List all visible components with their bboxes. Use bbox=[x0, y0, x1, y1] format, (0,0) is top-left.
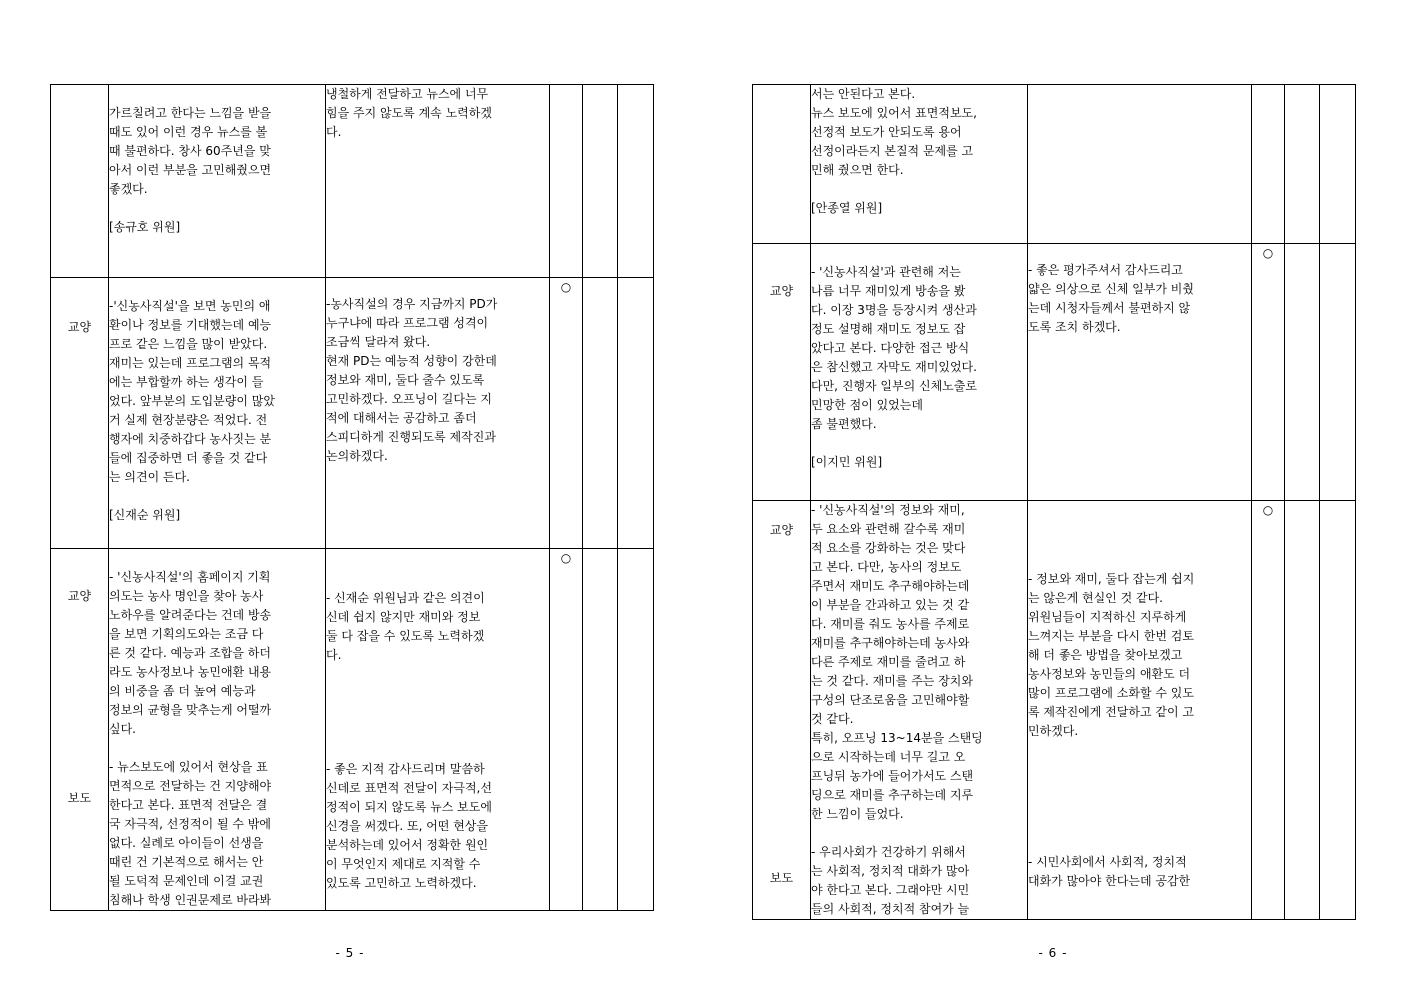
mark-cell-3 bbox=[618, 278, 654, 549]
category-label: 교양 bbox=[67, 589, 92, 603]
table-row bbox=[51, 549, 654, 911]
opinion-cell bbox=[109, 549, 326, 911]
page-6 bbox=[701, 0, 1402, 992]
reply-cell bbox=[326, 549, 550, 911]
member-name: [이지민 위원] bbox=[811, 455, 883, 469]
member-name: [송규호 위원] bbox=[109, 220, 181, 234]
category-label-2: 보도 bbox=[67, 791, 92, 805]
mark-cell-3 bbox=[1320, 244, 1356, 501]
table-row bbox=[51, 85, 654, 278]
opinion-text: -'신농사직설'을 보면 농민의 애 환이나 정보를 기대했는데 예능 프로 같은 느낌을 많이 받았다. 재미는 있는데 프로그램의 목적 에는 부합할까 하는 생각이 들 었다. 앞부분의 도입분량이 많았 거 실제 현장분량은 적었다. 전 행자에 치중하갑다 농사짓는 분 들에 집중하면 더 좋을 것 같다 는 의견이 든다. bbox=[109, 299, 275, 484]
opinion-cell bbox=[811, 85, 1028, 244]
category-label: 교양 bbox=[67, 320, 92, 334]
mark-cell-2 bbox=[583, 278, 618, 549]
member-name: [신재순 위원] bbox=[109, 508, 181, 522]
category-cell bbox=[51, 85, 109, 278]
mark-cell-1: ○ bbox=[550, 549, 583, 911]
opinion-text: - '신농사직설'의 정보와 재미, 두 요소와 관련해 갈수록 재미 적 요소를 강화하는 것은 맞다 고 본다. 다만, 농사의 정보도 주면서 재미도 추구해야하는데 이 부분을 간과하고 있는 것 같 다. 재미를 줘도 농사를 주제로 재미를 추구해야하는데 농사와 다른 주제로 재미를 줄려고 하 는 것 같다. 재미를 주는 장치와 구성의 단조로움을 고민해야할 것 같다. 특히, 오프닝 13~14분을 스탠딩 으로 시작하는데 너무 길고 오 프닝뒤 농가에 들어가서도 스탠 딩으로 재미를 추구하는데 지루 한 느낌이 들었다. bbox=[811, 503, 983, 821]
mark-cell-2 bbox=[1285, 85, 1320, 244]
opinion-text: 가르칠려고 한다는 느낌을 받을 때도 있어 이런 경우 뉴스를 볼 때 불편하다. 창사 60주년을 맞 아서 이런 부분을 고민해줬으면 좋겠다. bbox=[109, 106, 272, 196]
reply-cell bbox=[1028, 501, 1252, 920]
page-number: - 6 - bbox=[1038, 946, 1068, 960]
reply-text-2: - 시민사회에서 사회적, 정치적 대화가 많아야 한다는데 공감한 bbox=[1028, 855, 1191, 888]
opinion-text: 서는 안된다고 본다. 뉴스 보도에 있어서 표면적보도, 선정적 보도가 안되도록 용어 선정이라든지 본질적 문제를 고 민해 줬으면 한다. bbox=[811, 87, 977, 177]
reply-text: - 정보와 재미, 둘다 잡는게 쉽지 는 않은게 현실인 것 같다. 위원님들이 지적하신 지루하게 느껴지는 부분을 다시 한번 검토 해 더 좋은 방법을 찾아보겠고 농사정보와 농민들의 애환도 더 많이 프로그램에 소화할 수 있도 록 제작진에게 전달하고 같이 고 민하겠다. bbox=[1028, 572, 1195, 738]
category-cell bbox=[753, 85, 811, 244]
reply-text: 냉철하게 전달하고 뉴스에 너무 힘을 주지 않도록 계속 노력하겠 다. bbox=[326, 87, 492, 139]
opinion-text: - '신농사직설'과 관련해 저는 나름 너무 재미있게 방송을 봤 다. 이장 3명을 등장시켜 생산과 정도 설명해 재미도 정보도 잡 았다고 본다. 다양한 접근 방식 은 참신했고 자막도 재미있었다. 다만, 진행자 일부의 신체노출로 민망한 점이 있었는데 좀 불편했다. bbox=[811, 265, 977, 431]
mark-cell-3 bbox=[618, 85, 654, 278]
opinion-cell bbox=[811, 501, 1028, 920]
category-label: 교양 bbox=[769, 284, 794, 298]
mark-cell-1 bbox=[1252, 85, 1285, 244]
category-cell bbox=[51, 278, 109, 549]
mark-cell-3 bbox=[1320, 501, 1356, 920]
mark-cell-3 bbox=[1320, 85, 1356, 244]
mark-cell-3 bbox=[618, 549, 654, 911]
reply-text-2: - 좋은 지적 감사드리며 말씀하 신데로 표면적 전달이 자극적,선 정적이 되지 않도록 뉴스 보도에 신경을 써겠다. 또, 어떤 현상을 분석하는데 있어서 정확한 원인 이 무엇인지 제대로 지적할 수 있도록 고민하고 노력하겠다. bbox=[326, 762, 492, 890]
reply-text: -농사직설의 경우 지금까지 PD가 누구냐에 따라 프로그램 성격이 조금씩 달라져 왔다. 현재 PD는 예능적 성향이 강한데 정보와 재미, 둘다 줄수 있도록 고민하겠다. 오프닝이 길다는 지 적에 대해서는 공감하고 좀더 스피디하게 진행되도록 제작진과 논의하겠다. bbox=[326, 297, 498, 463]
mark-cell-1 bbox=[550, 85, 583, 278]
mark-cell-1: ○ bbox=[550, 278, 583, 549]
table-row bbox=[753, 244, 1356, 501]
reply-cell bbox=[326, 278, 550, 549]
opinion-cell bbox=[109, 85, 326, 278]
opinion-text-2: - 우리사회가 건강하기 위해서 는 사회적, 정치적 대화가 많아 야 한다고 본다. 그래야만 시민 들의 사회적, 정치적 참여가 늘 bbox=[811, 845, 970, 916]
minutes-table-right bbox=[752, 84, 1356, 920]
opinion-text: - '신농사직설'의 홈페이지 기획 의도는 농사 명인을 찾아 농사 노하우를 알려준다는 건데 방송 을 보면 기획의도와는 조금 다 른 것 같다. 예능과 조합을 하더 라도 농사정보나 농민애환 내용 의 비중을 좀 더 높여 예능과 정보의 균형을 맞추는게 어떨까 싶다. bbox=[109, 570, 272, 736]
table-row bbox=[753, 501, 1356, 920]
page-5 bbox=[0, 0, 701, 992]
category-cell bbox=[753, 244, 811, 501]
mark-cell-1: ○ bbox=[1252, 501, 1285, 920]
page-number: - 5 - bbox=[335, 946, 365, 960]
opinion-text-2: - 뉴스보도에 있어서 현상을 표 면적으로 전달하는 건 지양해야 한다고 본다. 표면적 전달은 결 국 자극적, 선정적이 될 수 밖에 없다. 실례로 아이들이 선생을 때린 건 기본적으로 해서는 안 될 도덕적 문제인데 이걸 교권 침해나 학생 인권문제로 바라봐 bbox=[109, 760, 272, 907]
reply-cell bbox=[1028, 85, 1252, 244]
mark-cell-2 bbox=[1285, 501, 1320, 920]
opinion-cell bbox=[109, 278, 326, 549]
category-label-2: 보도 bbox=[769, 871, 794, 885]
reply-cell bbox=[326, 85, 550, 278]
mark-cell-2 bbox=[583, 85, 618, 278]
reply-text: - 좋은 평가주셔서 감사드리고 얇은 의상으로 신체 일부가 비췄 는데 시청자들께서 불편하지 않 도록 조치 하겠다. bbox=[1028, 263, 1194, 334]
minutes-table-left bbox=[50, 84, 654, 911]
member-name: [안종열 위원] bbox=[811, 201, 883, 215]
mark-cell-2 bbox=[1285, 244, 1320, 501]
table-row bbox=[51, 278, 654, 549]
mark-cell-1: ○ bbox=[1252, 244, 1285, 501]
reply-cell bbox=[1028, 244, 1252, 501]
category-cell bbox=[753, 501, 811, 920]
table-row bbox=[753, 85, 1356, 244]
category-label: 교양 bbox=[769, 523, 794, 537]
opinion-cell bbox=[811, 244, 1028, 501]
category-cell bbox=[51, 549, 109, 911]
mark-cell-2 bbox=[583, 549, 618, 911]
reply-text: - 신재순 위원님과 같은 의견이 신데 쉽지 않지만 재미와 정보 둘 다 잡을 수 있도록 노력하겠 다. bbox=[326, 591, 485, 662]
